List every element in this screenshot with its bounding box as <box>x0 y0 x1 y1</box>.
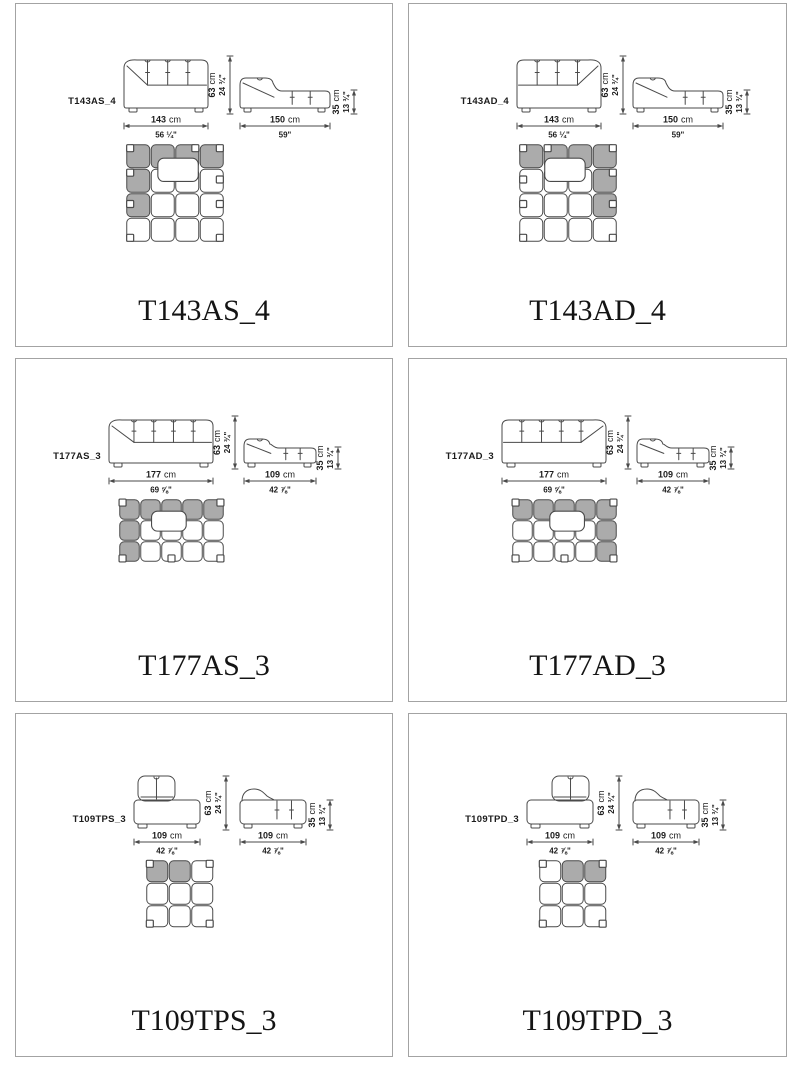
dim-text-part: 150 <box>662 114 679 125</box>
dim-height-cm-label <box>315 445 325 470</box>
dim-text-part: 35 <box>708 460 718 471</box>
plan-module-cell <box>544 194 567 217</box>
dim-width-inches-label: 42 ⅞" <box>549 846 571 856</box>
sofa-foot <box>697 463 704 467</box>
dim-height-inches-label: 24 ¾" <box>218 74 227 96</box>
dim-text-part: 109 <box>650 830 667 841</box>
plan-back-cushion <box>545 158 585 181</box>
dim-arrowhead <box>352 109 356 115</box>
dim-width-inches-label: 69 ⅝" <box>543 485 565 495</box>
plan-foot-marker <box>216 145 223 152</box>
plan-foot-marker <box>127 145 134 152</box>
dim-arrowhead <box>729 464 733 470</box>
product-caption: T143AD_4 <box>529 294 666 327</box>
technical-drawing-t109tps-3 <box>16 714 392 974</box>
dim-text-part: 35 <box>315 460 325 471</box>
plan-module-cell <box>120 521 140 541</box>
plan-module-cell <box>147 883 168 904</box>
dim-width-inches-label: 59" <box>278 130 292 140</box>
dim-arrowhead <box>626 416 630 422</box>
plan-foot-marker <box>512 499 519 506</box>
dim-text-part: cm <box>605 429 615 442</box>
dim-width-inches-label: 56 ¼" <box>548 130 570 140</box>
dim-width-inches-label: 42 ⅞" <box>269 485 291 495</box>
chair-base <box>633 800 699 824</box>
dim-arrowhead <box>240 840 246 844</box>
plan-back-cushion <box>152 511 187 531</box>
dim-arrowhead <box>721 825 725 831</box>
plan-foot-marker <box>539 920 546 927</box>
dim-text-part: cm <box>276 830 289 841</box>
sofa-foot <box>294 824 302 828</box>
dim-arrowhead <box>325 124 331 128</box>
dim-height-cm-label <box>724 89 734 114</box>
plan-foot-marker <box>520 176 527 183</box>
dim-width-cm-label <box>270 115 300 125</box>
product-caption: T177AS_3 <box>138 649 270 682</box>
chaise-outline <box>637 439 709 463</box>
dim-text-part: cm <box>724 89 734 102</box>
dim-width-cm-label <box>151 115 181 125</box>
plan-foot-marker <box>216 234 223 241</box>
dim-arrowhead <box>328 800 332 806</box>
dim-arrowhead <box>124 124 130 128</box>
dim-text-part: 109 <box>257 830 274 841</box>
dim-arrowhead <box>621 56 625 62</box>
plan-foot-marker <box>168 555 175 562</box>
dim-text-part: cm <box>169 114 182 125</box>
dim-height-cm-label <box>708 445 718 470</box>
dim-arrowhead <box>233 464 237 470</box>
module-code-label: T109TPD_3 <box>465 814 519 825</box>
plan-foot-marker <box>609 201 616 208</box>
plan-foot-marker <box>217 499 224 506</box>
dim-text-part: cm <box>331 89 341 102</box>
dim-height-inches-label: 13 ¾" <box>711 804 720 826</box>
dim-width-inches-label: 42 ⅞" <box>262 846 284 856</box>
dim-text-part: cm <box>600 72 610 85</box>
panel-t143ad-4 <box>408 3 787 347</box>
dim-arrowhead <box>336 464 340 470</box>
dim-text-part: cm <box>708 445 718 458</box>
dim-text-part: 63 <box>207 87 217 98</box>
sofa-foot <box>244 108 251 112</box>
dim-text-part: cm <box>557 469 570 480</box>
sofa-foot <box>114 463 122 467</box>
dim-arrowhead <box>718 124 724 128</box>
sofa-foot <box>304 463 311 467</box>
technical-drawing-t143ad-4 <box>409 4 785 264</box>
dim-text-part: cm <box>315 445 325 458</box>
dim-arrowhead <box>311 479 317 483</box>
technical-drawing-t109tpd-3 <box>409 714 785 974</box>
dim-arrowhead <box>328 825 332 831</box>
dim-arrowhead <box>203 124 209 128</box>
sofa-foot <box>522 108 530 112</box>
dim-height-inches-label: 13 ¾" <box>735 91 744 113</box>
sofa-foot <box>588 108 596 112</box>
plan-foot-marker <box>561 555 568 562</box>
chaise-outline <box>244 439 316 463</box>
plan-foot-marker <box>520 201 527 208</box>
chaise-outline <box>240 78 330 108</box>
dim-text-part: cm <box>669 830 682 841</box>
plan-foot-marker <box>520 234 527 241</box>
dim-text-part: 35 <box>307 817 317 828</box>
dim-height-inches-label: 24 ¾" <box>607 792 616 814</box>
dim-height-inches-label: 24 ¾" <box>214 792 223 814</box>
dim-arrowhead <box>588 840 594 844</box>
dim-arrowhead <box>228 109 232 115</box>
side-elevation-view <box>633 78 723 112</box>
module-code-label: T109TPS_3 <box>72 814 126 825</box>
plan-foot-marker <box>609 145 616 152</box>
chaise-outline <box>633 78 723 108</box>
side-elevation-view <box>240 78 330 112</box>
dim-arrowhead <box>352 90 356 96</box>
plan-module-cell <box>576 542 596 562</box>
dim-height-inches-label: 24 ¾" <box>616 431 625 454</box>
plan-foot-marker <box>599 860 606 867</box>
backrest-diagonal <box>640 444 664 453</box>
plan-module-cell <box>169 861 190 882</box>
dim-arrowhead <box>626 464 630 470</box>
plan-foot-marker <box>610 555 617 562</box>
backrest-diagonal <box>247 444 271 453</box>
plan-foot-marker <box>609 169 616 176</box>
plan-module-cell <box>183 542 203 562</box>
dim-height-inches-label: 13 ¾" <box>342 91 351 113</box>
armrest-diagonal <box>577 66 598 85</box>
sofa-foot <box>641 463 648 467</box>
backrest-diagonal <box>636 83 667 97</box>
dim-text-part: cm <box>288 114 301 125</box>
plan-module-cell <box>585 883 606 904</box>
panel-t177as-3 <box>15 358 393 702</box>
back-hump-curve <box>242 789 274 801</box>
dim-width-inches-label: 56 ¼" <box>155 130 177 140</box>
sofa-foot <box>507 463 515 467</box>
dim-text-part: 63 <box>605 444 615 456</box>
dim-arrowhead <box>208 479 214 483</box>
plan-module-cell <box>204 521 224 541</box>
module-code-label: T177AS_3 <box>53 451 101 462</box>
dim-arrowhead <box>517 124 523 128</box>
dim-width-inches-label: 42 ⅞" <box>662 485 684 495</box>
dim-height-cm-label <box>600 72 610 97</box>
plan-foot-marker <box>146 920 153 927</box>
plan-module-cell <box>562 906 583 927</box>
plan-module-cell <box>597 521 617 541</box>
dim-width-inches-label: 69 ⅝" <box>150 485 172 495</box>
plan-module-cell <box>169 906 190 927</box>
dim-width-cm-label <box>152 831 182 841</box>
dim-text-part: 63 <box>212 444 222 456</box>
plan-module-cell <box>169 883 190 904</box>
dim-text-part: 63 <box>203 805 213 816</box>
sofa-outline <box>109 420 213 463</box>
dim-text-part: 63 <box>596 805 606 816</box>
dim-arrowhead <box>596 124 602 128</box>
dim-text-part: 35 <box>700 817 710 828</box>
dim-height-cm-label <box>212 430 222 455</box>
sofa-foot <box>531 824 540 828</box>
dim-text-part: cm <box>307 802 317 815</box>
sofa-foot <box>580 824 589 828</box>
dim-text-part: cm <box>170 830 183 841</box>
dim-arrowhead <box>633 124 639 128</box>
sofa-foot <box>248 463 255 467</box>
dim-arrowhead <box>224 825 228 831</box>
dim-text-part: cm <box>681 114 694 125</box>
plan-module-cell <box>562 883 583 904</box>
armrest-diagonal <box>127 66 148 85</box>
dim-text-part: 109 <box>151 830 168 841</box>
dim-arrowhead <box>704 479 710 483</box>
product-caption: T177AD_3 <box>529 649 666 682</box>
product-caption: T109TPS_3 <box>131 1004 277 1037</box>
front-elevation-view <box>109 420 213 467</box>
module-code-label: T143AS_4 <box>68 96 116 107</box>
front-elevation-view <box>134 776 200 828</box>
plan-module-cell <box>151 194 174 217</box>
sofa-foot <box>138 824 147 828</box>
dim-arrowhead <box>721 800 725 806</box>
plan-module-cell <box>569 194 592 217</box>
dim-width-cm-label <box>544 115 574 125</box>
plan-foot-marker <box>216 201 223 208</box>
dim-text-part: 177 <box>538 469 555 480</box>
dim-arrowhead <box>336 447 340 453</box>
chair-base <box>527 800 593 824</box>
technical-drawing-t177as-3 <box>16 359 392 619</box>
dim-arrowhead <box>228 56 232 62</box>
plan-foot-marker <box>216 176 223 183</box>
dim-text-part: cm <box>562 114 575 125</box>
dim-width-inches-label: 59" <box>671 130 685 140</box>
sofa-foot <box>318 108 325 112</box>
plan-foot-marker <box>119 555 126 562</box>
dim-width-cm-label <box>539 470 569 480</box>
dim-text-part: cm <box>283 469 296 480</box>
dim-height-cm-label <box>203 790 213 815</box>
chair-base <box>240 800 306 824</box>
back-hump-curve <box>635 789 667 801</box>
dim-height-cm-label <box>307 802 317 827</box>
plan-module-cell <box>513 521 533 541</box>
dim-height-inches-label: 24 ¾" <box>223 431 232 454</box>
dim-text-part: 143 <box>543 114 560 125</box>
panel-t109tps-3 <box>15 713 393 1057</box>
dim-text-part: cm <box>207 72 217 85</box>
sofa-foot <box>187 824 196 828</box>
dim-text-part: cm <box>212 429 222 442</box>
dim-height-inches-label: 13 ¾" <box>326 447 335 469</box>
technical-drawing-t143as-4 <box>16 4 392 264</box>
dim-text-part: 109 <box>657 469 674 480</box>
dim-text-part: cm <box>563 830 576 841</box>
panel-t143as-4 <box>15 3 393 347</box>
armrest-diagonal <box>112 426 134 442</box>
plan-back-cushion <box>158 158 198 181</box>
plan-foot-marker <box>599 920 606 927</box>
dim-text-part: 177 <box>145 469 162 480</box>
dim-text-part: 35 <box>331 104 341 115</box>
sofa-foot <box>637 108 644 112</box>
sofa-foot <box>195 108 203 112</box>
plan-foot-marker <box>520 145 527 152</box>
plan-foot-marker <box>127 201 134 208</box>
plan-module-cell <box>176 218 199 241</box>
dim-width-cm-label <box>265 470 295 480</box>
dim-height-cm-label <box>700 802 710 827</box>
sofa-outline <box>124 60 208 108</box>
sofa-foot <box>129 108 137 112</box>
dim-height-cm-label <box>331 89 341 114</box>
dim-arrowhead <box>745 109 749 115</box>
plan-foot-marker <box>127 234 134 241</box>
dim-width-cm-label <box>258 831 288 841</box>
plan-foot-marker <box>206 860 213 867</box>
dim-width-cm-label <box>658 470 688 480</box>
front-elevation-view <box>517 60 601 112</box>
front-elevation-view <box>124 60 208 112</box>
dim-text-part: 143 <box>150 114 167 125</box>
dim-width-cm-label <box>146 470 176 480</box>
dim-arrowhead <box>195 840 201 844</box>
dim-height-cm-label <box>596 790 606 815</box>
side-elevation-view <box>637 439 709 467</box>
front-elevation-view <box>527 776 593 828</box>
plan-foot-marker <box>206 920 213 927</box>
plan-module-cell <box>151 218 174 241</box>
sofa-foot <box>687 824 695 828</box>
dim-height-cm-label <box>605 430 615 455</box>
dim-width-inches-label: 42 ⅞" <box>655 846 677 856</box>
plan-module-cell <box>544 218 567 241</box>
dim-arrowhead <box>134 840 140 844</box>
sofa-foot <box>711 108 718 112</box>
dim-width-inches-label: 42 ⅞" <box>156 846 178 856</box>
armrest-diagonal <box>581 426 603 442</box>
sofa-outline <box>502 420 606 463</box>
dim-width-cm-label <box>545 831 575 841</box>
side-elevation-view <box>244 439 316 467</box>
front-elevation-view <box>502 420 606 467</box>
dim-text-part: cm <box>700 802 710 815</box>
plan-back-cushion <box>550 511 585 531</box>
dim-width-cm-label <box>663 115 693 125</box>
dim-text-part: 109 <box>544 830 561 841</box>
dim-arrowhead <box>224 776 228 782</box>
dim-arrowhead <box>694 840 700 844</box>
technical-drawing-t177ad-3 <box>409 359 785 619</box>
panel-t177ad-3 <box>408 358 787 702</box>
plan-foot-marker <box>119 499 126 506</box>
module-code-label: T177AD_3 <box>445 451 494 462</box>
chair-base <box>134 800 200 824</box>
plan-module-cell <box>540 883 561 904</box>
dim-arrowhead <box>617 825 621 831</box>
plan-foot-marker <box>217 555 224 562</box>
dim-text-part: 63 <box>600 87 610 98</box>
dim-text-part: cm <box>676 469 689 480</box>
sofa-foot <box>200 463 208 467</box>
dim-arrowhead <box>240 124 246 128</box>
product-caption: T109TPD_3 <box>522 1004 673 1037</box>
dim-width-cm-label <box>651 831 681 841</box>
dim-text-part: cm <box>203 790 213 803</box>
dim-text-part: 35 <box>724 104 734 115</box>
plan-module-cell <box>562 861 583 882</box>
dim-height-inches-label: 24 ¾" <box>611 74 620 96</box>
dim-text-part: 109 <box>264 469 281 480</box>
dim-arrowhead <box>502 479 508 483</box>
panel-t109tpd-3 <box>408 713 787 1057</box>
sofa-foot <box>593 463 601 467</box>
sofa-foot <box>244 824 252 828</box>
plan-foot-marker <box>539 860 546 867</box>
plan-foot-marker <box>146 860 153 867</box>
dim-arrowhead <box>244 479 250 483</box>
dim-arrowhead <box>633 840 639 844</box>
dim-height-inches-label: 13 ¾" <box>719 447 728 469</box>
plan-foot-marker <box>610 499 617 506</box>
plan-foot-marker <box>609 234 616 241</box>
sofa-outline <box>517 60 601 108</box>
plan-module-cell <box>176 194 199 217</box>
side-elevation-view <box>633 789 699 828</box>
dim-arrowhead <box>745 90 749 96</box>
dim-arrowhead <box>621 109 625 115</box>
dim-arrowhead <box>637 479 643 483</box>
plan-module-cell <box>569 218 592 241</box>
dim-text-part: 150 <box>269 114 286 125</box>
dim-arrowhead <box>233 416 237 422</box>
dim-text-part: cm <box>596 790 606 803</box>
dim-text-part: cm <box>164 469 177 480</box>
plan-foot-marker <box>544 145 551 152</box>
plan-foot-marker <box>192 145 199 152</box>
dim-arrowhead <box>601 479 607 483</box>
dim-height-cm-label <box>207 72 217 97</box>
dim-arrowhead <box>527 840 533 844</box>
side-elevation-view <box>240 789 306 828</box>
dim-arrowhead <box>729 447 733 453</box>
backrest-diagonal <box>243 83 274 97</box>
product-caption: T143AS_4 <box>138 294 270 327</box>
dim-arrowhead <box>301 840 307 844</box>
dim-arrowhead <box>109 479 115 483</box>
plan-foot-marker <box>127 169 134 176</box>
sofa-foot <box>637 824 645 828</box>
plan-module-cell <box>534 542 554 562</box>
plan-foot-marker <box>512 555 519 562</box>
dim-arrowhead <box>617 776 621 782</box>
module-code-label: T143AD_4 <box>460 96 509 107</box>
plan-module-cell <box>192 883 213 904</box>
plan-module-cell <box>141 542 161 562</box>
dim-height-inches-label: 13 ¾" <box>318 804 327 826</box>
